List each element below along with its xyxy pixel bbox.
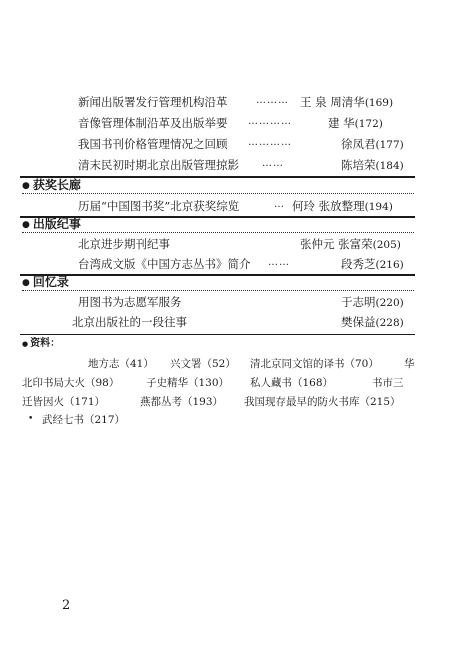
author-name: 陈培荣: [341, 158, 376, 172]
entry-title: 音像管理体制沿革及出版举要: [78, 116, 228, 130]
bullet-icon: •: [28, 414, 34, 424]
entry-title: 台湾成文版《中国方志丛书》简介: [78, 257, 251, 271]
bullet-icon: ●: [22, 181, 30, 191]
entry-author: [328, 113, 383, 134]
resource-item: 清北京同文馆的译书（70）: [250, 358, 379, 370]
toc-entry: [0, 292, 450, 312]
resource-item: 迁皆因火（171）: [22, 396, 106, 408]
resource-item: 武经七书（217）: [42, 414, 126, 426]
toc-entry: [0, 155, 450, 175]
entry-title: 北京进步期刊纪事: [78, 237, 170, 251]
page-ref: (169): [364, 97, 394, 109]
bullet-icon: ●: [22, 278, 30, 288]
page-ref: (194): [364, 201, 393, 213]
entry-author: [300, 234, 401, 255]
resource-line: [0, 412, 450, 428]
resource-item: 北印书局大火（98）: [22, 377, 120, 389]
section-label-resources: [22, 337, 60, 351]
colon: ：: [50, 338, 61, 349]
page-ref: (172): [354, 118, 383, 130]
entry-author: [341, 254, 404, 275]
author-name: 建 华: [328, 116, 355, 130]
toc-entry: [0, 134, 450, 154]
resource-line: [0, 356, 450, 372]
section-title: 出版纪事: [32, 217, 81, 231]
toc-entry: [0, 196, 450, 216]
author-name: 樊保益: [341, 315, 376, 329]
author-name: 段秀芝: [341, 257, 376, 271]
section-rule: [20, 274, 415, 276]
page-ref: (228): [375, 317, 404, 329]
page-ref: (205): [372, 239, 401, 251]
leader-dots: …: [274, 199, 285, 210]
author-name: 徐凤君: [341, 137, 376, 151]
leader-dots: …………: [248, 116, 292, 127]
page-ref: (220): [375, 297, 404, 309]
entry-author: [341, 134, 404, 155]
resource-item: 书市三: [372, 377, 404, 389]
entry-title: 用图书为志愿军服务: [78, 295, 182, 309]
author-name: 何玲 张放整理: [292, 199, 365, 213]
resource-line: [0, 394, 450, 410]
toc-entry: [0, 234, 450, 254]
page-ref: (177): [375, 139, 404, 151]
entry-author: [341, 292, 404, 313]
entry-title: 我国书刊价格管理情况之回顾: [78, 137, 228, 151]
toc-entry: [0, 312, 450, 332]
resource-item: 我国现存最早的防火书库（215）: [244, 396, 401, 408]
section-title: 回忆录: [32, 275, 69, 289]
entry-title: 历届“中国图书奖”北京获奖综览: [78, 199, 240, 213]
author-name: 于志明: [341, 295, 376, 309]
entry-title: 北京出版社的一段往事: [72, 315, 187, 329]
page-ref: (216): [375, 259, 404, 271]
section-dotted-rule: [22, 232, 414, 233]
leader-dots: …………: [248, 137, 292, 148]
entry-title: 清末民初时期北京出版管理掠影: [78, 158, 239, 172]
resource-item: 兴文署（52）: [170, 358, 236, 370]
entry-author: [300, 92, 393, 113]
author-name: 王 泉 周清华: [300, 95, 365, 109]
leader-dots: ………: [256, 95, 289, 106]
bullet-icon: ●: [22, 340, 29, 348]
author-name: 张仲元 张富荣: [300, 237, 373, 251]
page-ref: (184): [375, 160, 404, 172]
toc-entry: [0, 113, 450, 133]
resource-item: 燕都丛考（193）: [140, 396, 224, 408]
entry-title: 新闻出版署发行管理机构沿革: [78, 95, 228, 109]
entry-author: [292, 196, 393, 217]
section-dotted-rule: [22, 193, 414, 194]
page-number: 2: [62, 598, 71, 613]
leader-dots: ……: [262, 158, 284, 169]
resource-item: 地方志（41）: [88, 358, 154, 370]
leader-dots: ……: [268, 257, 290, 268]
toc-entry: [0, 92, 450, 112]
section-title: 获奖长廊: [32, 178, 81, 192]
section-dotted-rule: [22, 290, 414, 291]
bullet-icon: ●: [22, 220, 30, 230]
resource-item: 子史精华（130）: [146, 377, 230, 389]
resource-item: 华: [404, 358, 415, 370]
section-title: 资料: [30, 338, 51, 349]
entry-author: [341, 155, 404, 176]
resource-line: [0, 375, 450, 391]
toc-entry: [0, 254, 450, 274]
section-rule: [20, 334, 415, 335]
resource-item: 私人藏书（168）: [250, 377, 334, 389]
entry-author: [341, 312, 404, 333]
